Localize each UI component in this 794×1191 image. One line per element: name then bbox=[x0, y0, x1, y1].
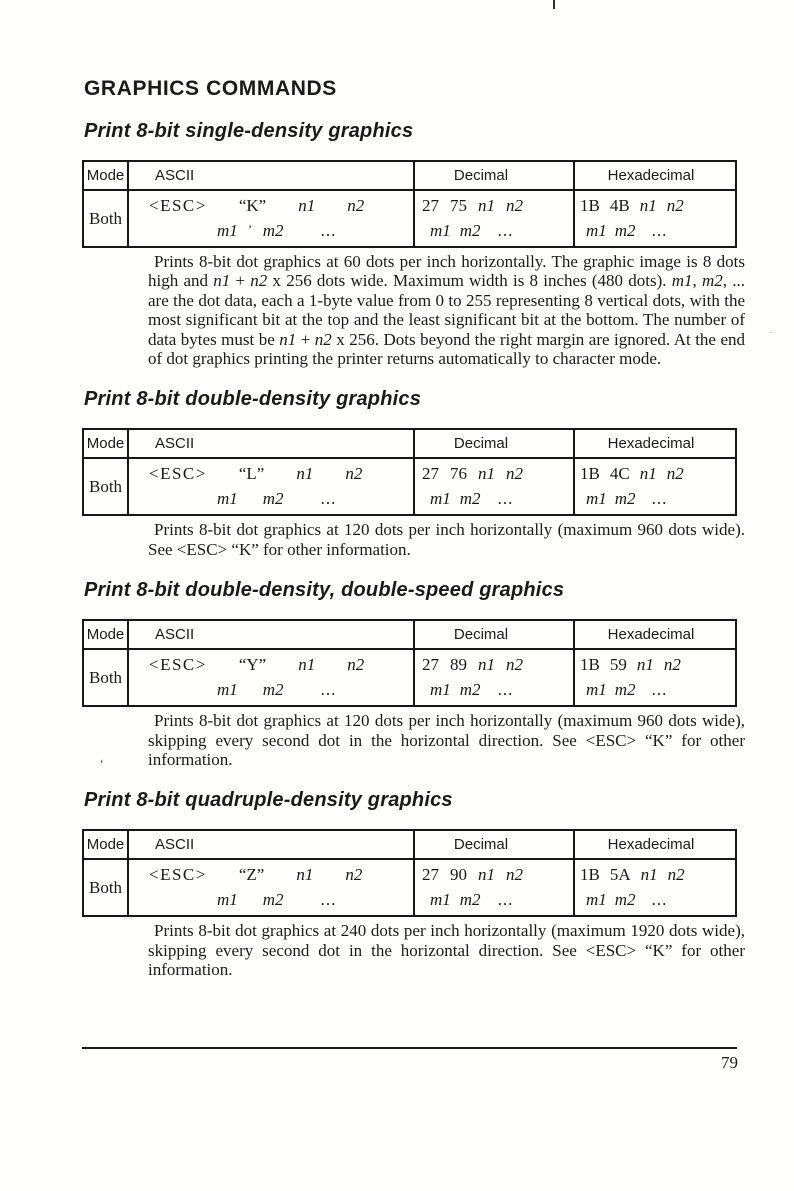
n1-token: n1 bbox=[640, 865, 658, 885]
col-header-hexadecimal: Hexadecimal bbox=[607, 435, 695, 453]
section-heading: Print 8-bit quadruple-density graphics bbox=[84, 789, 453, 812]
n2-token: n2 bbox=[506, 196, 523, 215]
col-header-decimal: Decimal bbox=[415, 430, 575, 457]
scan-artifact-margin-tick: ‘ bbox=[97, 755, 105, 772]
section-description: Prints 8-bit dot graphics at 60 dots per inch horizontally. The graphic image is 8 dots high and n1 + n2 x 256 dots wide. Maximum width is 8 inches (480 dots). m1, m2, ... are the dot data, each a 1-byte value from 0 to 255 representing 8 vertical dots, with the most significant bit at the top and the least significant bit at the bottom. The number of data bytes must be n1 + n2 x 256. Dots beyond the right margin are ignored. At the end of dot graphics printing the printer returns automatically to character mode. bbox=[148, 252, 745, 369]
col-header-ascii: ASCII bbox=[129, 430, 415, 457]
table-row bbox=[84, 191, 735, 246]
section-double-density-double-speed bbox=[0, 577, 794, 769]
n1-token: n1 bbox=[639, 464, 657, 484]
m2-token: m2 bbox=[459, 489, 481, 509]
hex-code-2: 4C bbox=[609, 464, 630, 484]
command-char: “Z” bbox=[238, 865, 265, 885]
ascii-cell bbox=[129, 860, 415, 915]
n2-token: n2 bbox=[667, 865, 685, 885]
esc-token: <ESC> bbox=[149, 865, 207, 885]
col-header-mode: Mode bbox=[84, 831, 129, 858]
esc-token: <ESC> bbox=[149, 464, 207, 484]
m2-token: m2 bbox=[262, 489, 284, 509]
n2-token: n2 bbox=[506, 865, 523, 885]
m1-token: m1 bbox=[217, 890, 238, 910]
mode-value: Both bbox=[84, 860, 129, 915]
hex-code-2: 5A bbox=[609, 865, 631, 885]
m1-token: m1 bbox=[430, 680, 451, 700]
decimal-cell bbox=[415, 191, 575, 246]
command-table bbox=[82, 160, 737, 248]
hex-cell bbox=[575, 459, 735, 514]
table-row bbox=[84, 860, 735, 915]
n1-token: n1 bbox=[298, 655, 316, 675]
section-quadruple-density bbox=[0, 787, 794, 979]
esc-token: <ESC> bbox=[149, 655, 207, 675]
n2-token: n2 bbox=[663, 655, 681, 675]
m1-token: m1 bbox=[430, 221, 451, 240]
hex-cell bbox=[575, 650, 735, 705]
command-table bbox=[82, 619, 737, 707]
hex-code-1: 1B bbox=[580, 464, 600, 484]
m1-token: m1 bbox=[586, 680, 607, 700]
ellipsis-token: ... bbox=[497, 489, 514, 509]
decimal-code-2: 75 bbox=[450, 196, 467, 215]
section-description: Prints 8-bit dot graphics at 120 dots per inch horizontally (maximum 960 dots wide). See <ESC> “K” for other information. bbox=[148, 520, 745, 559]
col-header-mode: Mode bbox=[84, 621, 129, 648]
section-double-density bbox=[0, 386, 794, 559]
hex-cell bbox=[575, 860, 735, 915]
m2-token: m2 bbox=[614, 890, 636, 910]
n2-token: n2 bbox=[347, 196, 365, 215]
m1-token: m1 bbox=[430, 489, 451, 509]
n1-token: n1 bbox=[298, 196, 316, 215]
col-header-mode: Mode bbox=[84, 162, 129, 189]
m2-token: m2 bbox=[459, 680, 481, 700]
page-title: GRAPHICS COMMANDS bbox=[84, 77, 337, 100]
n2-token: n2 bbox=[345, 865, 363, 885]
command-table bbox=[82, 428, 737, 516]
ellipsis-token: ... bbox=[651, 890, 668, 910]
m2-token: m2 bbox=[459, 890, 481, 910]
n2-token: n2 bbox=[506, 464, 523, 484]
col-header-hexadecimal: Hexadecimal bbox=[607, 167, 695, 184]
table-header-row bbox=[84, 831, 735, 860]
mode-value: Both bbox=[84, 650, 129, 705]
mode-value: Both bbox=[84, 191, 129, 246]
m1-token: m1 bbox=[217, 489, 238, 509]
hex-cell bbox=[575, 191, 735, 246]
n1-token: n1 bbox=[296, 865, 314, 885]
ellipsis-token: ... bbox=[497, 221, 514, 240]
m1-token: m1 bbox=[217, 221, 238, 240]
m1-token: m1 bbox=[586, 221, 607, 240]
section-description: Prints 8-bit dot graphics at 240 dots per inch horizontally (maximum 1920 dots wide), skipping every second dot in the horizontal direction. See <ESC> “K” for other information. bbox=[148, 921, 745, 980]
n2-token: n2 bbox=[666, 464, 684, 484]
decimal-cell bbox=[415, 459, 575, 514]
n1-token: n1 bbox=[639, 196, 657, 215]
section-single-density bbox=[0, 118, 794, 368]
ellipsis-token: ... bbox=[497, 680, 514, 700]
m2-token: m2 bbox=[614, 221, 636, 240]
ascii-cell bbox=[129, 459, 415, 514]
col-header-ascii: ASCII bbox=[129, 621, 415, 648]
command-char: “Y” bbox=[238, 655, 267, 675]
col-header-hexadecimal: Hexadecimal bbox=[607, 836, 695, 854]
decimal-code-2: 90 bbox=[450, 865, 467, 885]
ascii-cell bbox=[129, 191, 415, 246]
scan-artifact-tick: ’ bbox=[248, 222, 252, 236]
table-row bbox=[84, 650, 735, 705]
m2-token: m2 bbox=[262, 680, 284, 700]
m2-token: m2 bbox=[262, 890, 284, 910]
m2-token: m2 bbox=[262, 221, 284, 240]
command-char: “L” bbox=[238, 464, 265, 484]
col-header-decimal: Decimal bbox=[415, 162, 575, 189]
n1-token: n1 bbox=[478, 196, 495, 215]
hex-code-2: 59 bbox=[609, 655, 627, 675]
ellipsis-token: ... bbox=[320, 489, 337, 509]
col-header-decimal: Decimal bbox=[415, 831, 575, 858]
hex-code-1: 1B bbox=[580, 865, 600, 885]
ellipsis-token: ... bbox=[651, 489, 668, 509]
decimal-code-1: 27 bbox=[422, 865, 439, 885]
scan-artifact-top-tick bbox=[553, 0, 555, 9]
section-heading: Print 8-bit double-density, double-speed graphics bbox=[84, 579, 565, 602]
ascii-cell bbox=[129, 650, 415, 705]
page-number: 79 bbox=[721, 1052, 738, 1072]
col-header-ascii: ASCII bbox=[129, 831, 415, 858]
table-header-row bbox=[84, 621, 735, 650]
ellipsis-token: ... bbox=[497, 890, 514, 910]
table-header-row bbox=[84, 430, 735, 459]
command-table bbox=[82, 829, 737, 917]
n2-token: n2 bbox=[345, 464, 363, 484]
m2-token: m2 bbox=[614, 680, 636, 700]
ellipsis-token: ... bbox=[320, 890, 337, 910]
ellipsis-token: ... bbox=[320, 680, 337, 700]
scan-artifact-side-dot: · bbox=[769, 327, 773, 339]
section-heading: Print 8-bit double-density graphics bbox=[84, 388, 422, 411]
n1-token: n1 bbox=[478, 464, 495, 484]
n2-token: n2 bbox=[506, 655, 523, 675]
decimal-code-2: 89 bbox=[450, 655, 467, 675]
m2-token: m2 bbox=[459, 221, 481, 240]
decimal-code-1: 27 bbox=[422, 655, 439, 675]
col-header-decimal: Decimal bbox=[415, 621, 575, 648]
n1-token: n1 bbox=[296, 464, 314, 484]
decimal-code-2: 76 bbox=[450, 464, 467, 484]
decimal-cell bbox=[415, 650, 575, 705]
col-header-hexadecimal: Hexadecimal bbox=[607, 626, 695, 644]
n2-token: n2 bbox=[347, 655, 365, 675]
n1-token: n1 bbox=[636, 655, 654, 675]
command-char: “K” bbox=[238, 196, 267, 215]
section-heading: Print 8-bit single-density graphics bbox=[84, 120, 414, 142]
decimal-code-1: 27 bbox=[422, 196, 439, 215]
decimal-cell bbox=[415, 860, 575, 915]
ellipsis-token: ... bbox=[651, 221, 668, 240]
m1-token: m1 bbox=[586, 489, 607, 509]
hex-code-2: 4B bbox=[609, 196, 630, 215]
ellipsis-token: ... bbox=[320, 221, 337, 240]
section-description: Prints 8-bit dot graphics at 120 dots per inch horizontally (maximum 960 dots wide), skipping every second dot in the horizontal direction. See <ESC> “K” for other information. bbox=[148, 711, 745, 770]
n2-token: n2 bbox=[666, 196, 684, 215]
n1-token: n1 bbox=[478, 865, 495, 885]
col-header-mode: Mode bbox=[84, 430, 129, 457]
table-header-row bbox=[84, 162, 735, 191]
m2-token: m2 bbox=[614, 489, 636, 509]
hex-code-1: 1B bbox=[580, 196, 600, 215]
hex-code-1: 1B bbox=[580, 655, 600, 675]
table-row bbox=[84, 459, 735, 514]
col-header-ascii: ASCII bbox=[129, 162, 415, 189]
m1-token: m1 bbox=[586, 890, 607, 910]
esc-token: <ESC> bbox=[149, 196, 207, 215]
n1-token: n1 bbox=[478, 655, 495, 675]
ellipsis-token: ... bbox=[651, 680, 668, 700]
m1-token: m1 bbox=[430, 890, 451, 910]
mode-value: Both bbox=[84, 459, 129, 514]
decimal-code-1: 27 bbox=[422, 464, 439, 484]
footer-rule bbox=[82, 1047, 737, 1049]
m1-token: m1 bbox=[217, 680, 238, 700]
